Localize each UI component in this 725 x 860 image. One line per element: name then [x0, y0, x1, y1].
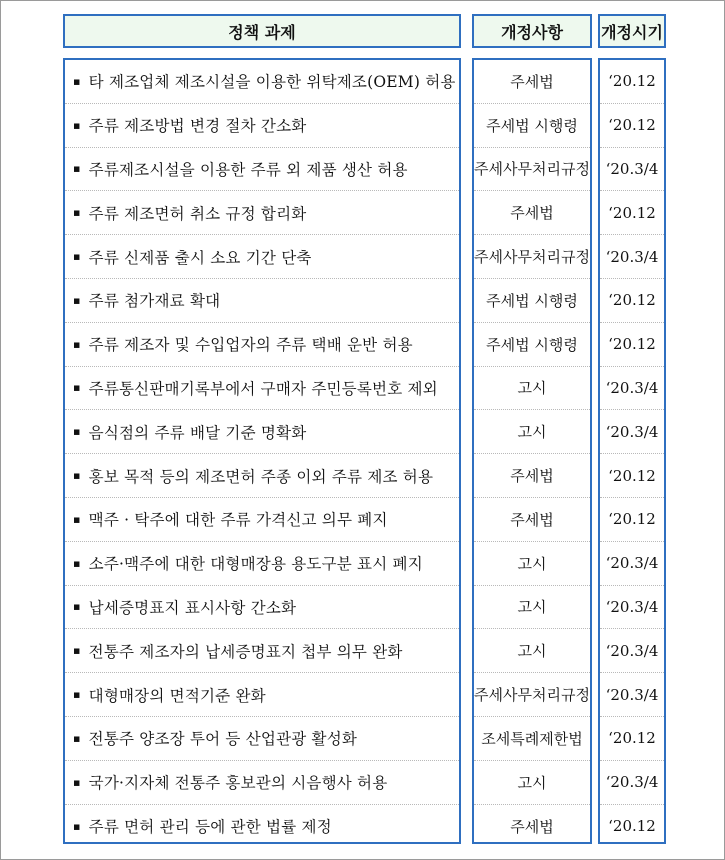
bullet-icon: ▪ [73, 74, 81, 88]
table-cell-timing: ‘20.3/4 [600, 410, 664, 454]
table-row-task [65, 761, 459, 805]
bullet-icon: ▪ [73, 512, 81, 526]
table-cell-revision: 주세법 [474, 454, 590, 498]
bullet-icon: ▪ [73, 469, 81, 483]
bullet-icon: ▪ [73, 688, 81, 702]
bullet-icon: ▪ [73, 250, 81, 264]
task-text: 주류 면허 관리 등에 관한 법률 제정 [88, 818, 332, 837]
bullet-icon: ▪ [73, 118, 81, 132]
table-cell-timing: ‘20.3/4 [600, 148, 664, 192]
table-row-task [65, 410, 459, 454]
table-cell-revision: 고시 [474, 586, 590, 630]
table-row-task [65, 191, 459, 235]
table-row-task [65, 542, 459, 586]
bullet-icon: ▪ [73, 381, 81, 395]
task-text: 주류 제조방법 변경 절차 간소화 [88, 117, 307, 136]
table-row-task [65, 279, 459, 323]
header-revision: 개정사항 [472, 14, 592, 48]
bullet-icon: ▪ [73, 293, 81, 307]
task-text: 소주·맥주에 대한 대형매장용 용도구분 표시 폐지 [88, 555, 423, 574]
table-cell-revision: 고시 [474, 761, 590, 805]
table-cell-timing: ‘20.3/4 [600, 673, 664, 717]
table-row-task [65, 498, 459, 542]
table-cell-revision: 고시 [474, 629, 590, 673]
task-text: 주류통신판매기록부에서 구매자 주민등록번호 제외 [88, 379, 438, 398]
bullet-icon: ▪ [73, 425, 81, 439]
bullet-icon: ▪ [73, 162, 81, 176]
table-cell-revision: 고시 [474, 410, 590, 454]
bullet-icon: ▪ [73, 206, 81, 220]
table-row-task [65, 323, 459, 367]
task-text: 주류제조시설을 이용한 주류 외 제품 생산 허용 [88, 160, 408, 179]
table-row-task [65, 104, 459, 148]
task-text: 전통주 양조장 투어 등 산업관광 활성화 [88, 730, 358, 749]
table-cell-timing: ‘20.3/4 [600, 761, 664, 805]
bullet-icon: ▪ [73, 731, 81, 745]
table-row-task [65, 148, 459, 192]
bullet-icon: ▪ [73, 337, 81, 351]
table-cell-revision: 주세사무처리규정 [474, 235, 590, 279]
task-text: 홍보 목적 등의 제조면허 주종 이외 주류 제조 허용 [88, 467, 434, 486]
table-cell-timing: ‘20.12 [600, 454, 664, 498]
table-cell-revision: 주세법 [474, 191, 590, 235]
table-cell-timing: ‘20.12 [600, 104, 664, 148]
bullet-icon: ▪ [73, 600, 81, 614]
task-text: 주류 신제품 출시 소요 기간 단축 [88, 248, 312, 267]
task-text: 납세증명표지 표시사항 간소화 [88, 598, 297, 617]
table-row-task [65, 717, 459, 761]
bullet-icon: ▪ [73, 644, 81, 658]
table-cell-revision: 조세특례제한법 [474, 717, 590, 761]
task-text: 맥주 · 탁주에 대한 주류 가격신고 의무 폐지 [88, 511, 388, 530]
table-cell-timing: ‘20.12 [600, 60, 664, 104]
table-row-task [65, 673, 459, 717]
table-cell-timing: ‘20.12 [600, 498, 664, 542]
task-text: 주류 첨가재료 확대 [88, 292, 221, 311]
task-text: 대형매장의 면적기준 완화 [88, 686, 266, 705]
table-cell-timing: ‘20.12 [600, 717, 664, 761]
bullet-icon: ▪ [73, 556, 81, 570]
table-cell-revision: 주세법 [474, 60, 590, 104]
table-cell-timing: ‘20.3/4 [600, 235, 664, 279]
table-cell-timing: ‘20.3/4 [600, 586, 664, 630]
table-cell-timing: ‘20.12 [600, 191, 664, 235]
table-row-task [65, 805, 459, 849]
task-text: 국가·지자체 전통주 홍보관의 시음행사 허용 [88, 774, 388, 793]
table-row-task [65, 586, 459, 630]
table-cell-timing: ‘20.12 [600, 279, 664, 323]
header-policy-task: 정책 과제 [63, 14, 461, 48]
table-cell-revision: 주세사무처리규정 [474, 673, 590, 717]
table-cell-timing: ‘20.3/4 [600, 629, 664, 673]
task-text: 주류 제조면허 취소 규정 합리화 [88, 204, 307, 223]
bullet-icon: ▪ [73, 775, 81, 789]
table-cell-revision: 주세법 [510, 817, 554, 836]
bullet-icon: ▪ [73, 819, 81, 833]
table-cell-timing: ‘20.3/4 [600, 367, 664, 411]
header-revision-timing: 개정시기 [598, 14, 666, 48]
table-cell-revision: 주세법 시행령 [474, 279, 590, 323]
table-row-task [65, 367, 459, 411]
table-row-task [65, 454, 459, 498]
table-row-task [65, 629, 459, 673]
table-cell-revision: 고시 [474, 367, 590, 411]
table-row-task [65, 235, 459, 279]
table-cell-revision: 고시 [474, 542, 590, 586]
task-text: 타 제조업체 제조시설을 이용한 위탁제조(OEM) 허용 [88, 73, 456, 92]
table-cell-timing: ‘20.12 [608, 817, 656, 836]
table-cell-timing: ‘20.3/4 [600, 542, 664, 586]
task-text: 전통주 제조자의 납세증명표지 첩부 의무 완화 [88, 642, 403, 661]
table-cell-revision: 주세법 시행령 [474, 104, 590, 148]
table-cell-revision: 주세사무처리규정 [474, 148, 590, 192]
table-cell-revision: 주세법 시행령 [474, 323, 590, 367]
policy-task-column [63, 58, 461, 844]
table-row-task [65, 60, 459, 104]
task-text: 주류 제조자 및 수입업자의 주류 택배 운반 허용 [88, 336, 413, 355]
table-cell-timing: ‘20.12 [600, 323, 664, 367]
task-text: 음식점의 주류 배달 기준 명확화 [88, 423, 307, 442]
table-cell-revision: 주세법 [474, 498, 590, 542]
revision-timing-column [598, 58, 666, 844]
revision-column [472, 58, 592, 844]
